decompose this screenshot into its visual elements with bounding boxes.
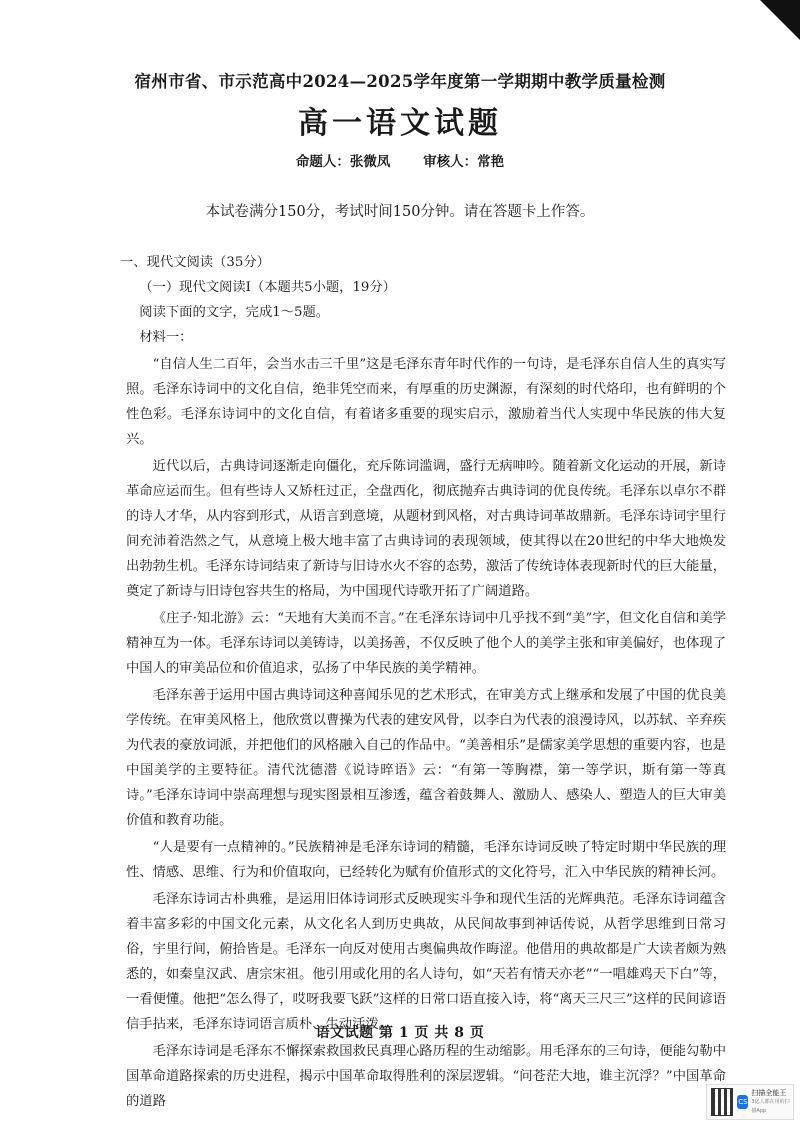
paragraph: 近代以后，古典诗词逐渐走向僵化，充斥陈词滥调，盛行无病呻吟。随着新文化运动的开展，新诗革命应运而生。但有些诗人又矫枉过正，全盘西化，彻底抛弃古典诗词的优良传统。毛泽东以卓尔不群的诗人才华，从内容到形式，从语言到意境，从题材到风格，对古典诗词革故鼎新。毛泽东诗词宇里行间充沛着浩然之气，从意境上极大地丰富了古典诗词的表现领域，使其得以在20世纪的中华大地焕发出勃勃生机。毛泽东诗词结束了新诗与旧诗水火不容的态势，激活了传统诗体表现新时代的巨大能量，奠定了新诗与旧诗包容共生的格局，为中国现代诗歌开拓了广阔道路。 bbox=[126, 459, 726, 599]
scan-corner-shadow bbox=[760, 0, 800, 40]
paragraph: 毛泽东诗词古朴典雅，是运用旧体诗词形式反映现实斗争和现代生活的光辉典范。毛泽东诗词蕴含着丰富多彩的中国文化元素，从文化名人到历史典故，从民间故事到神话传说，从哲学思维到日常习俗，宇里行间，俯拾皆是。毛泽东一向反对使用古奥偏典故作晦涩。他借用的典故都是广大读者颇为熟悉的，如秦皇汉武、唐宗宋祖。他引用或化用的名人诗句，如“天若有情天亦老”“一唱雄鸡天下白”等，一看便懂。他把“怎么得了，哎呀我要飞跃”这样的日常口语直接入诗，将“离天三尺三”这样的民间谚语信手拈来，毛泽东诗词语言质朴、生动活泼。 bbox=[126, 892, 726, 1032]
paragraph: 《庄子·知北游》云：“天地有大美而不言。”在毛泽东诗词中几乎找不到“美”字，但文化自信和美学精神互为一体。毛泽东诗词以美铸诗，以美扬善，不仅反映了他个人的美学主张和审美偏好，也体现了中国人的审美品位和价值追求，弘扬了中华民族的美学精神。 bbox=[126, 611, 726, 676]
exam-line: 宿州市省、市示范高中2024—2025学年度第一学期期中教学质量检测 bbox=[134, 72, 666, 91]
qr-code-icon bbox=[711, 1088, 733, 1116]
material-label: 材料一： bbox=[139, 330, 193, 345]
scanner-sub: 3亿人都在用的扫描App bbox=[751, 1098, 790, 1114]
paragraph: 毛泽东诗词是毛泽东不懈探索救国救民真理心路历程的生动缩影。用毛泽东的三句诗，便能勾勒中国革命道路探索的历史进程，揭示中国革命取得胜利的深层逻辑。“问苍茫大地，谁主沉浮？”中国革命的道路 bbox=[126, 1044, 726, 1109]
exam-note: 本试卷满分150分，考试时间150分钟。请在答题卡上作答。 bbox=[205, 204, 595, 220]
credits bbox=[0, 150, 800, 170]
reviewer: 审核人：常艳 bbox=[423, 154, 505, 170]
paragraph: “自信人生二百年，会当水击三千里”这是毛泽东青年时代作的一句诗，是毛泽东自信人生的真实写照。毛泽东诗词中的文化自信，绝非凭空而来，有厚重的历史渊源，有深刻的时代烙印，也有鲜明的个性色彩。毛泽东诗词中的文化自信，有着诸多重要的现实启示，激励着当代人实现中华民族的伟大复兴。 bbox=[126, 357, 726, 447]
subsection-heading: （一）现代文阅读Ⅰ（本题共5小题，19分） bbox=[139, 280, 396, 295]
scanner-label: 扫描全能王 bbox=[751, 1088, 787, 1097]
scanner-watermark bbox=[706, 1084, 794, 1120]
page-title: 高一语文试题 bbox=[298, 106, 502, 141]
page-footer: 语文试题 第 1 页 共 8 页 bbox=[315, 1025, 485, 1041]
paragraph: “人是要有一点精神的。”民族精神是毛泽东诗词的精髓，毛泽东诗词反映了特定时期中华民族的理性、情感、思维、行为和价值取向，已经转化为赋有价值形式的文化符号，汇入中华民族的精神长河。 bbox=[126, 840, 726, 880]
instruction: 阅读下面的文字，完成1～5题。 bbox=[139, 305, 330, 320]
setter: 命题人：张微凤 bbox=[295, 154, 391, 170]
paragraph: 毛泽东善于运用中国古典诗词这种喜闻乐见的艺术形式，在审美方式上继承和发展了中国的优良美学传统。在审美风格上，他欣赏以曹操为代表的建安风骨，以李白为代表的浪漫诗风，以苏轼、辛弃疾为代表的豪放词派，并把他们的风格融入自己的作品中。“美善相乐”是儒家美学思想的重要内容，也是中国美学的主要特征。清代沈德潜《说诗晬语》云：“有第一等胸襟，第一等学识，斯有第一等真诗。”毛泽东诗词中崇高理想与现实图景相互渗透，蕴含着鼓舞人、激励人、感染人、塑造人的巨大审美价值和教育功能。 bbox=[126, 688, 726, 828]
reading-passage bbox=[120, 250, 726, 1114]
section-heading: 一、现代文阅读（35分） bbox=[120, 255, 270, 270]
camscanner-logo-icon: CS bbox=[737, 1095, 748, 1109]
